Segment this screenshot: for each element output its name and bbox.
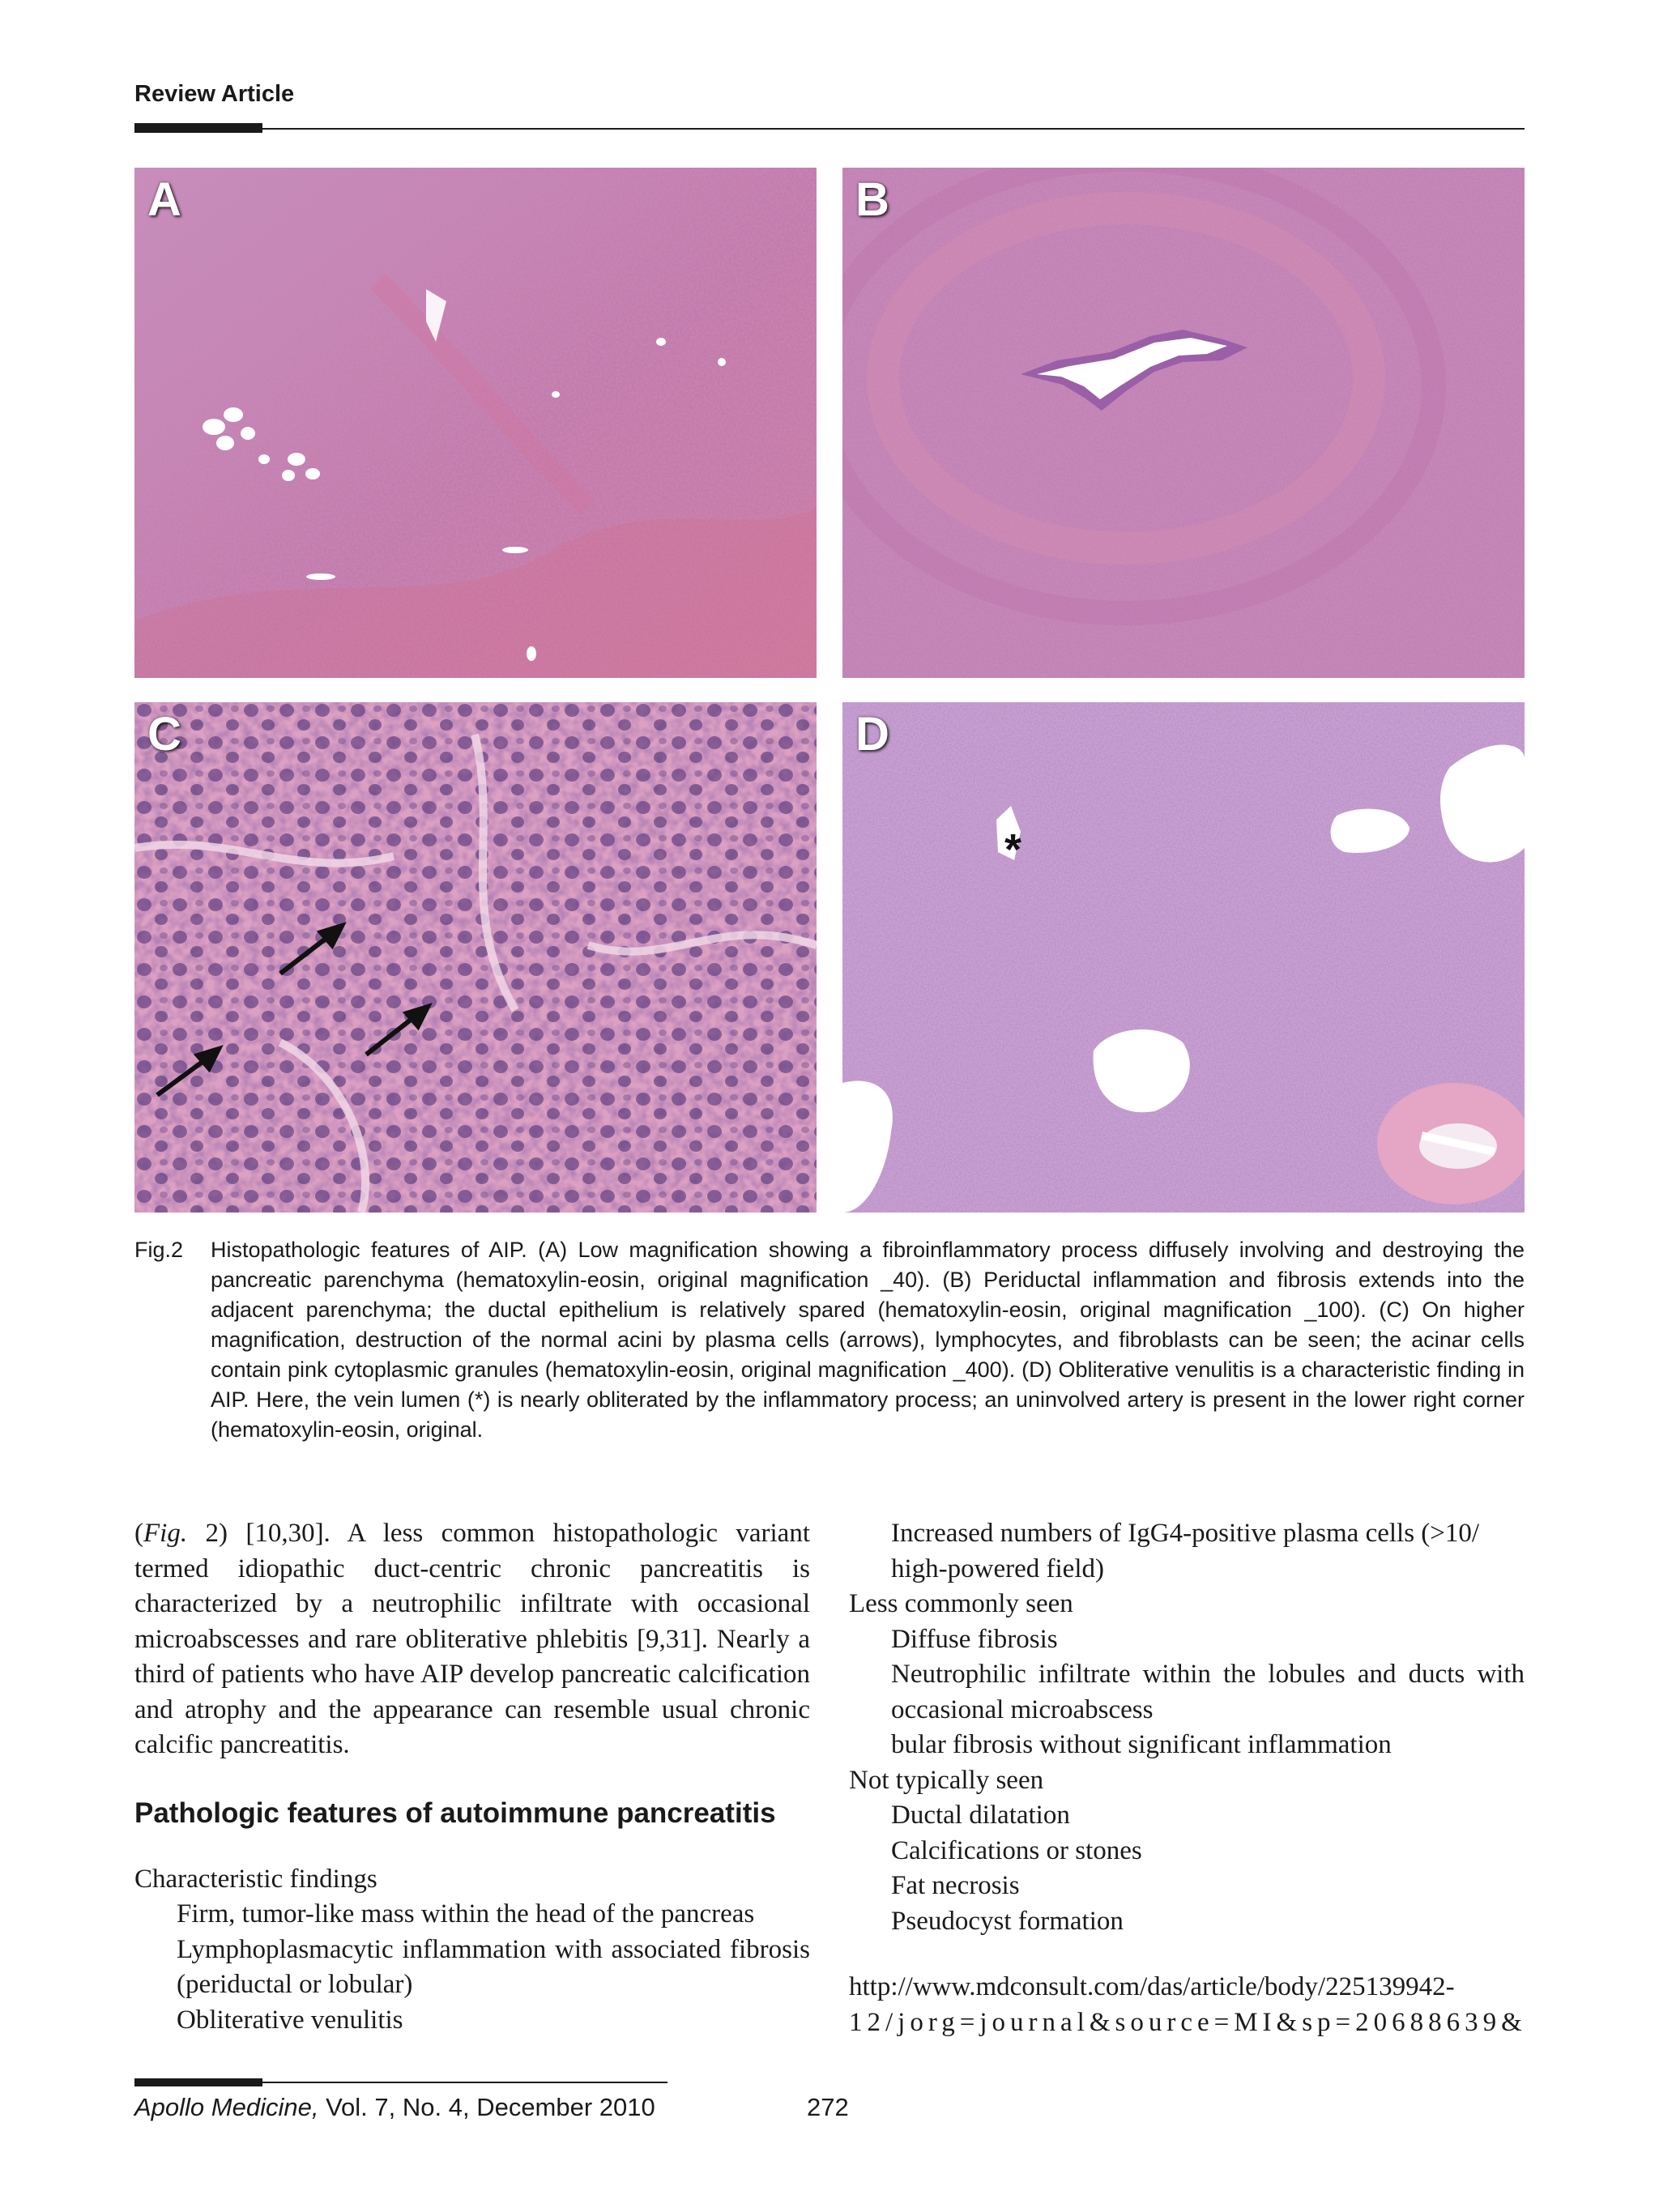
- vein-lumen-asterisk: *: [1004, 825, 1022, 874]
- header-bar: [134, 123, 262, 133]
- panel-letter-c: C: [147, 708, 181, 761]
- list-item: bular fibrosis without significant inflammation: [891, 1730, 1392, 1759]
- panel-letter-b: B: [855, 173, 889, 226]
- paragraph-text: 2) [10,30]. A less common histopathologic variant termed idiopathic duct-centric chronic pancreatitis is characterized by a neutrophilic infiltrate with occasional microabscesses and rare obliterative phlebitis [9,31]. Nearly a third of patients who have AIP develop pancreatic calcification and atrophy and the appearance can resemble usual chronic calcific pancreatitis.: [134, 1519, 810, 1759]
- figure-panel-a: [134, 168, 817, 678]
- reference-url[interactable]: [849, 1970, 1525, 2040]
- page-number: 272: [807, 2093, 849, 2121]
- list-item: Lymphoplasmacytic inflammation with associated fibrosis (periductal or lobular): [177, 1934, 810, 1999]
- left-column: [134, 1516, 810, 2038]
- panel-letter-a: A: [147, 173, 181, 226]
- footer-bar: [134, 2078, 262, 2086]
- figure-caption: [134, 1235, 1525, 1445]
- histology-image-a: [134, 168, 817, 678]
- body-paragraph: (Fig. 2) [10,30]. A less common histopathologic variant termed idiopathic duct-centric chronic pancreatitis is characterized by a neutrophilic infiltrate with occasional microabscesses and rare obliterative phlebitis [9,31]. Nearly a third of patients who have AIP develop pancreatic calcification and atrophy and the appearance can resemble usual chronic calcific pancreatitis.: [134, 1519, 810, 1759]
- header-rule: [134, 128, 1525, 130]
- list-item: Neutrophilic infiltrate within the lobules and ducts with occasional microabscess: [891, 1660, 1525, 1724]
- figure-panel-d: [842, 702, 1525, 1213]
- group-heading-less-common: Less commonly seen: [849, 1589, 1073, 1618]
- fig-reference: Fig.: [143, 1519, 188, 1548]
- list-item: Calcifications or stones: [891, 1835, 1142, 1865]
- list-item: Ductal dilatation: [891, 1801, 1070, 1830]
- running-header: Review Article: [134, 81, 295, 107]
- group-heading-characteristic: Characteristic findings: [134, 1864, 377, 1894]
- list-item: Fat necrosis: [891, 1871, 1020, 1900]
- caption-label: Fig.2: [134, 1238, 184, 1262]
- right-column: [849, 1516, 1525, 2040]
- histology-image-d: [842, 702, 1525, 1213]
- list-item: Diffuse fibrosis: [891, 1624, 1058, 1654]
- url-line-2: 12/jorg=journal&source=MI&sp=20688639&: [849, 2007, 1527, 2037]
- url-line-1: http://www.mdconsult.com/das/article/body/225139942-: [849, 1972, 1455, 2001]
- figure-panel-b: [842, 168, 1525, 678]
- group-heading-not-seen: Not typically seen: [849, 1765, 1044, 1795]
- figure-panel-c: [134, 702, 817, 1213]
- footer-citation: [134, 2093, 655, 2122]
- histology-image-b: [842, 168, 1525, 678]
- histology-image-c: [134, 702, 817, 1213]
- panel-letter-d: D: [855, 708, 889, 761]
- caption-text: Histopathologic features of AIP. (A) Low magnification showing a fibroinflammatory process diffusely involving and destroying the pancreatic parenchyma (hematoxylin-eosin, original magnification _40). (B) Periductal inflammation and fibrosis extends into the adjacent parenchyma; the ductal epithelium is relatively spared (hematoxylin-eosin, original magnification _100). (C) On higher magnification, destruction of the normal acini by plasma cells (arrows), lymphocytes, and fibroblasts can be seen; the acinar cells contain pink cytoplasmic granules (hematoxylin-eosin, original magnification _400). (D) Obliterative venulitis is a characteristic finding in AIP. Here, the vein lumen (*) is nearly obliterated by the inflammatory process; an uninvolved artery is present in the lower right corner (hematoxylin-eosin, original.: [211, 1238, 1525, 1442]
- list-item: Obliterative venulitis: [177, 2005, 403, 2035]
- journal-name: Apollo Medicine,: [134, 2093, 319, 2121]
- list-item: Firm, tumor-like mass within the head of the pancreas: [177, 1899, 755, 1929]
- list-item: Increased numbers of IgG4-positive plasma cells (>10/ high-powered field): [891, 1519, 1480, 1583]
- section-heading: Pathologic features of autoimmune pancreatitis: [134, 1796, 776, 1829]
- journal-details: Vol. 7, No. 4, December 2010: [318, 2093, 655, 2121]
- list-item: Pseudocyst formation: [891, 1906, 1124, 1936]
